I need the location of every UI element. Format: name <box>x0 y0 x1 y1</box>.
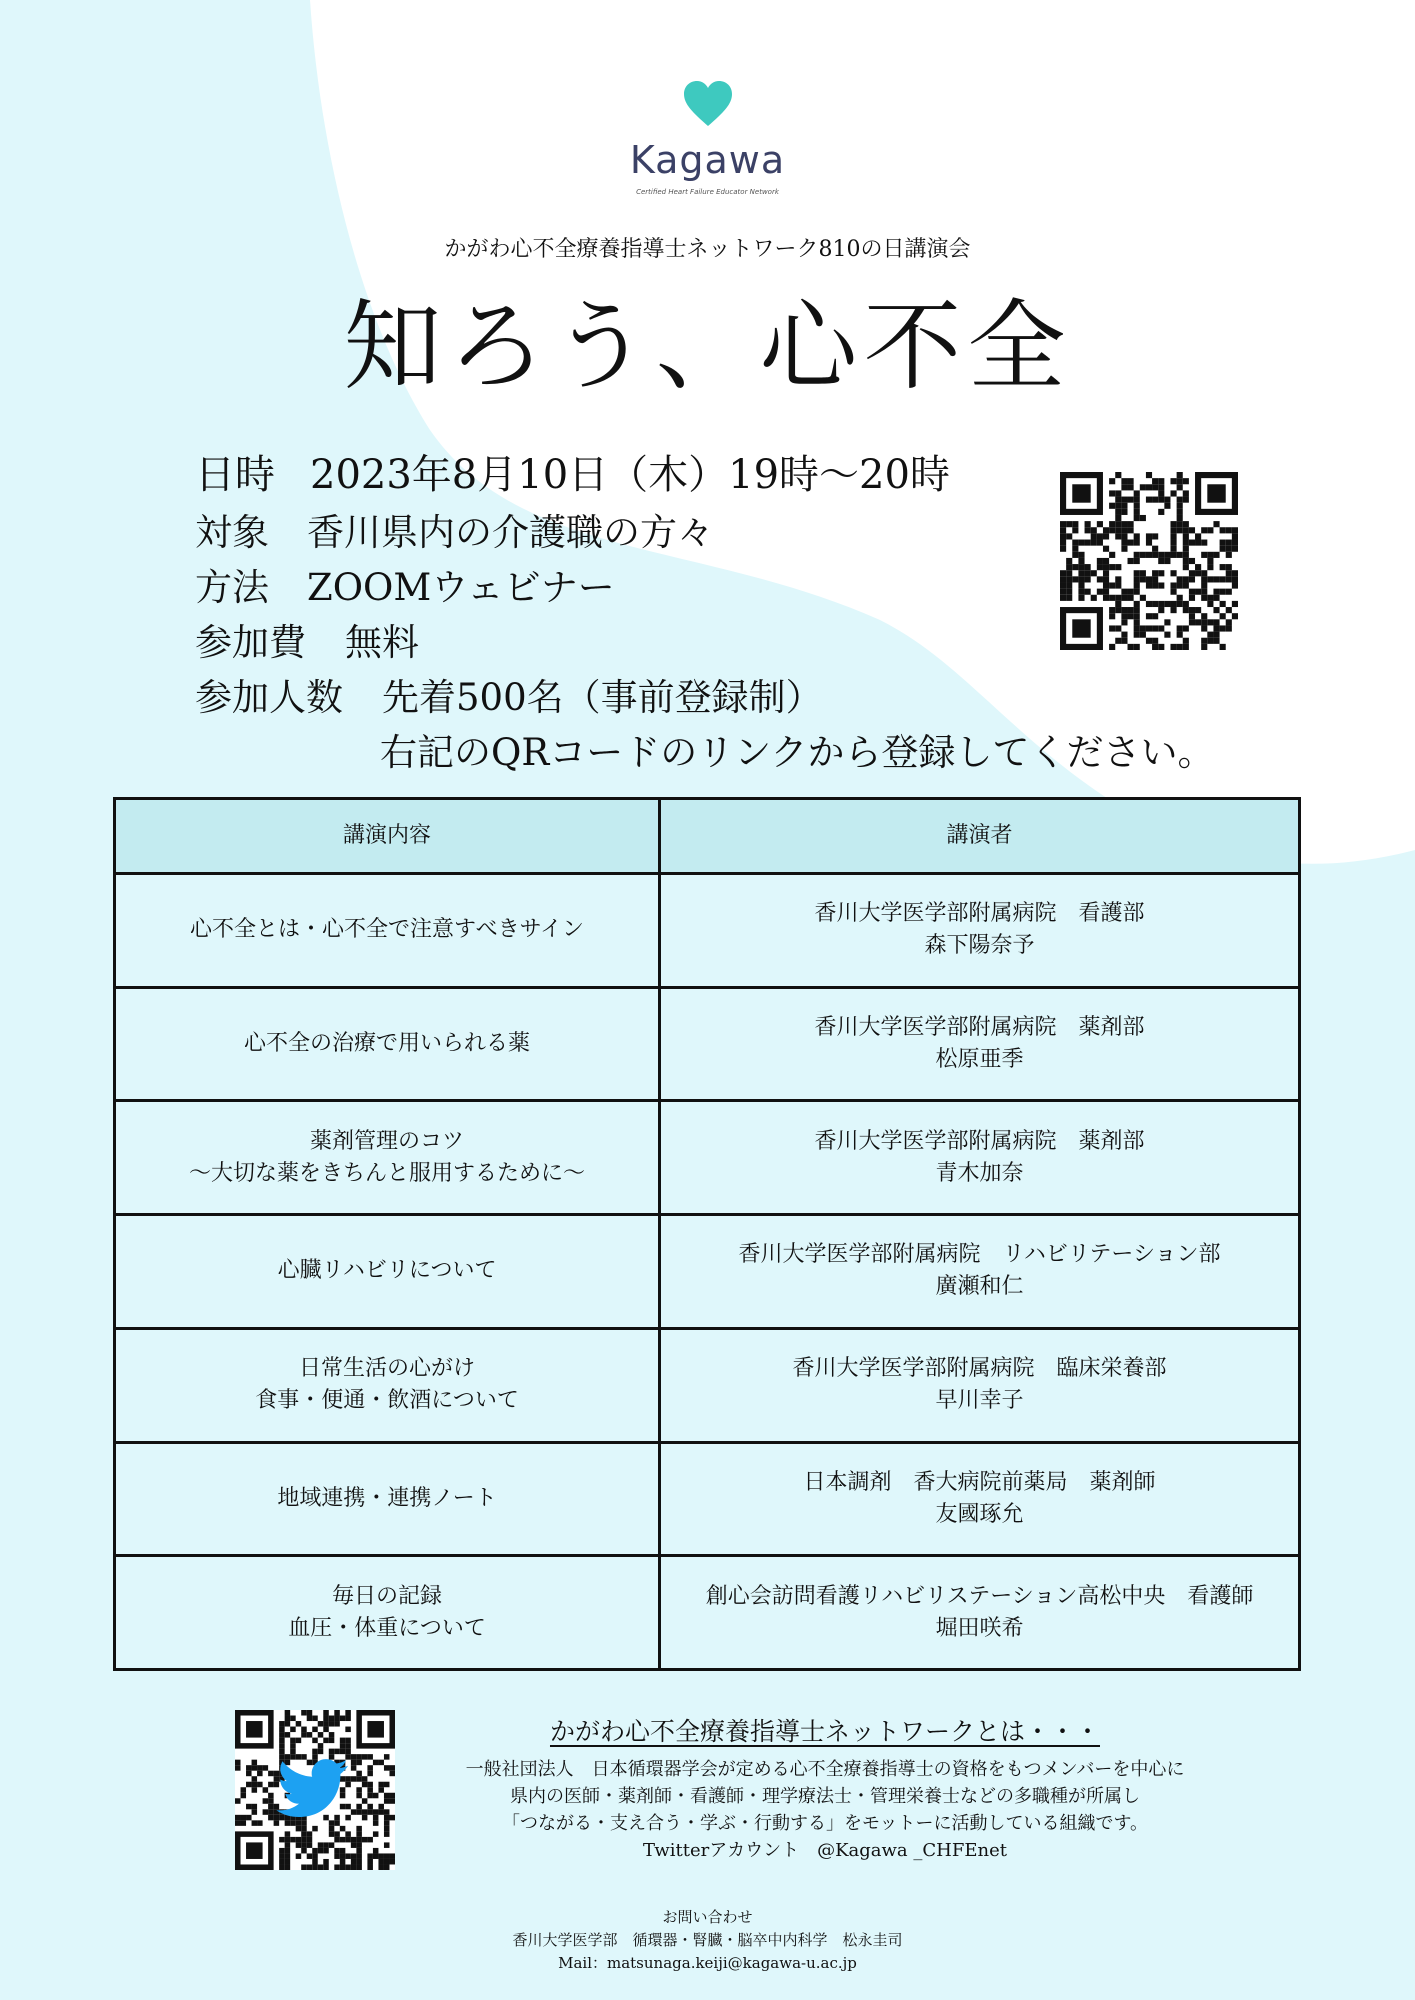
logo-tagline: Certified Heart Failure Educator Network <box>636 188 779 196</box>
speaker-affiliation: 香川大学医学部附属病院 薬剤部 <box>814 1015 1145 1041</box>
info-capacity-value: 先着500名（事前登録制） <box>382 676 823 719</box>
speaker-cell <box>660 1215 1300 1329</box>
speaker-name: 松原亜季 <box>935 1047 1024 1073</box>
topic-cell <box>115 987 660 1101</box>
topic-line: ～大切な薬をきちんと服用するために～ <box>189 1160 586 1186</box>
topic-line: 血圧・体重について <box>288 1615 486 1641</box>
topic-line: 日常生活の心がけ <box>299 1356 476 1382</box>
info-datetime-label: 日時 <box>195 452 275 498</box>
network-about <box>410 1712 1240 1864</box>
speaker-cell <box>660 1328 1300 1442</box>
speaker-affiliation: 香川大学医学部附属病院 薬剤部 <box>814 1128 1145 1154</box>
speaker-cell <box>660 1556 1300 1670</box>
topic-line: 食事・便通・飲酒について <box>255 1388 519 1414</box>
speaker-name: 青木加奈 <box>935 1160 1024 1186</box>
table-row <box>115 1215 1300 1329</box>
lecture-schedule-table <box>113 797 1301 1671</box>
topic-cell <box>115 1328 660 1442</box>
speaker-name: 廣瀬和仁 <box>935 1274 1024 1300</box>
speaker-affiliation: 香川大学医学部附属病院 看護部 <box>814 901 1145 927</box>
info-target-value: 香川県内の介護職の方々 <box>307 511 714 554</box>
info-capacity <box>195 670 1214 725</box>
contact-person: 香川大学医学部 循環器・腎臓・脳卒中内科学 松永圭司 <box>512 1931 903 1949</box>
info-capacity-label: 参加人数 <box>195 676 343 719</box>
info-fee-value: 無料 <box>345 621 419 664</box>
event-title: 知ろう、心不全 <box>343 290 1072 404</box>
info-target-label: 対象 <box>195 511 269 554</box>
table-header-row <box>115 799 1300 874</box>
speaker-affiliation: 香川大学医学部附属病院 臨床栄養部 <box>792 1356 1167 1382</box>
topic-line: 地域連携・連携ノート <box>277 1485 497 1511</box>
speaker-cell <box>660 874 1300 988</box>
speaker-affiliation: 香川大学医学部附属病院 リハビリテーション部 <box>738 1242 1221 1268</box>
info-method-value: ZOOMウェビナー <box>307 566 615 609</box>
contact-email[interactable]: Mail：matsunaga.keiji@kagawa-u.ac.jp <box>558 1954 857 1972</box>
speaker-affiliation: 日本調剤 香大病院前薬局 薬剤師 <box>803 1469 1156 1495</box>
about-line: 県内の医師・薬剤師・看護師・理学療法士・管理栄養士などの多職種が所属し <box>510 1786 1140 1807</box>
speaker-name: 友國琢允 <box>935 1501 1024 1527</box>
table-row <box>115 874 1300 988</box>
topic-cell <box>115 1556 660 1670</box>
topic-line: 心不全とは・心不全で注意すべきサイン <box>190 917 585 943</box>
table-row <box>115 1101 1300 1215</box>
topic-cell <box>115 1215 660 1329</box>
about-heading: かがわ心不全療養指導士ネットワークとは・・・ <box>549 1717 1100 1746</box>
event-subtitle: かがわ心不全療養指導士ネットワーク810の日講演会 <box>444 237 971 262</box>
speaker-cell <box>660 1442 1300 1556</box>
contact-info <box>0 1906 1415 1975</box>
table-row <box>115 1328 1300 1442</box>
topic-cell <box>115 874 660 988</box>
topic-line: 薬剤管理のコツ <box>310 1128 465 1154</box>
speaker-name: 森下陽奈予 <box>924 933 1035 959</box>
topic-line: 毎日の記録 <box>332 1583 443 1609</box>
twitter-account[interactable]: Twitterアカウント @Kagawa _CHFEnet <box>643 1840 1007 1861</box>
info-register-note: 右記のQRコードのリンクから登録してください。 <box>380 731 1215 774</box>
info-datetime-value: 2023年8月10日（木）19時～20時 <box>310 452 950 498</box>
table-row <box>115 987 1300 1101</box>
info-method-label: 方法 <box>195 566 269 609</box>
contact-title: お問い合わせ <box>662 1908 753 1926</box>
speaker-name: 堀田咲希 <box>935 1615 1024 1641</box>
header-speaker: 講演者 <box>660 799 1300 874</box>
twitter-qr-code[interactable] <box>235 1710 395 1870</box>
network-logo <box>600 80 815 196</box>
topic-line: 心臓リハビリについて <box>277 1258 497 1284</box>
speaker-affiliation: 創心会訪問看護リハビリステーション高松中央 看護師 <box>705 1583 1254 1609</box>
topic-cell <box>115 1101 660 1215</box>
heart-icon <box>682 80 734 128</box>
logo-brand-text: Kagawa <box>629 138 786 182</box>
table-row <box>115 1556 1300 1670</box>
info-fee-label: 参加費 <box>195 621 306 664</box>
header-topic: 講演内容 <box>115 799 660 874</box>
about-line: 「つながる・支え合う・学ぶ・行動する」をモットーに活動している組織です。 <box>501 1813 1149 1834</box>
registration-qr-code[interactable] <box>1060 472 1238 650</box>
topic-line: 心不全の治療で用いられる薬 <box>244 1031 531 1057</box>
speaker-cell <box>660 987 1300 1101</box>
table-row <box>115 1442 1300 1556</box>
speaker-cell <box>660 1101 1300 1215</box>
about-line: 一般社団法人 日本循環器学会が定める心不全療養指導士の資格をもつメンバーを中心に <box>465 1759 1185 1780</box>
speaker-name: 早川幸子 <box>935 1388 1024 1414</box>
topic-cell <box>115 1442 660 1556</box>
